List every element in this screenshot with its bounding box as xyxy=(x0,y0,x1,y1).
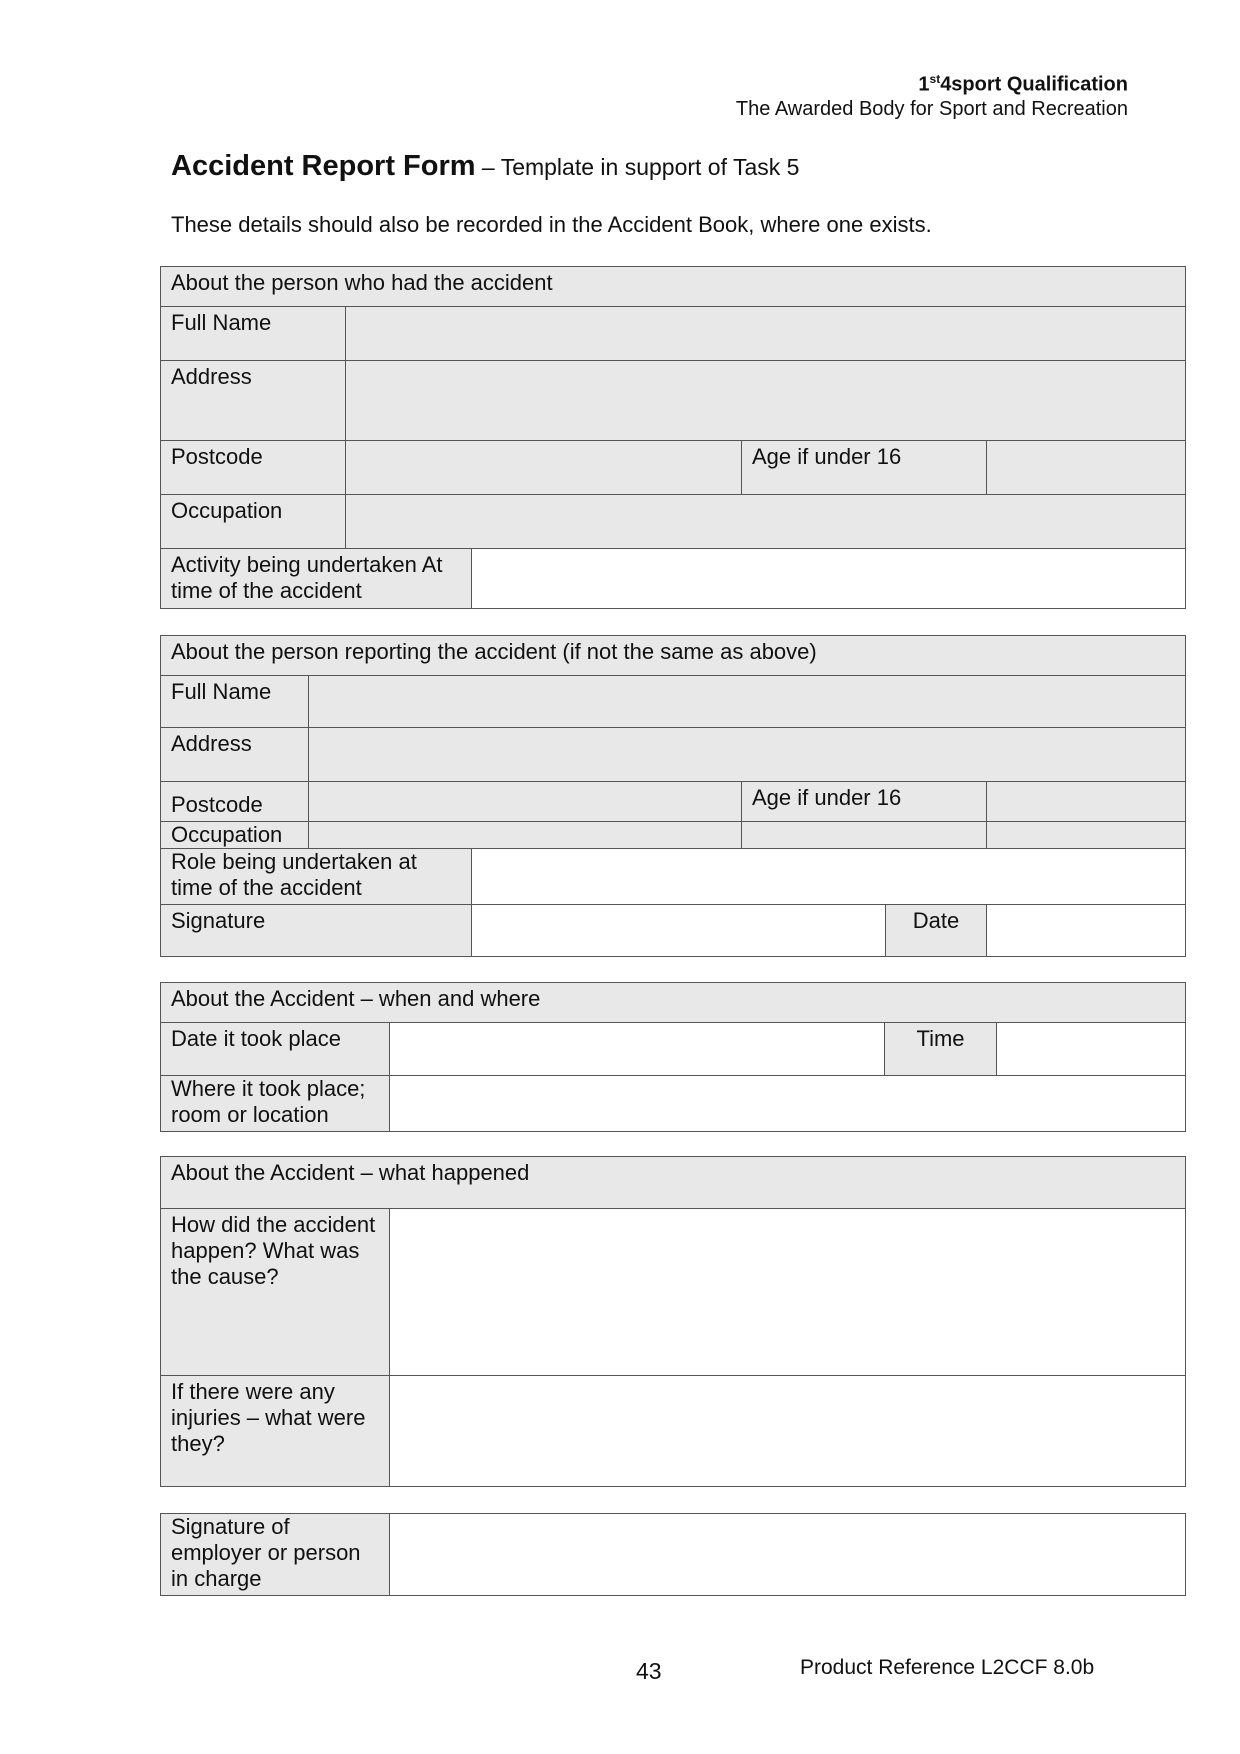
section-when-where xyxy=(160,982,1186,1132)
reporter-postcode-label: Postcode xyxy=(161,782,309,822)
full-name-field[interactable] xyxy=(346,307,1186,361)
section1-heading: About the person who had the accident xyxy=(161,267,1186,307)
postcode-label: Postcode xyxy=(161,441,346,495)
reporter-signature-field[interactable] xyxy=(472,905,886,957)
page-title: Accident Report Form – Template in support of Task 5 xyxy=(171,150,800,182)
occupation-label: Occupation xyxy=(161,495,346,549)
employer-signature-label: Signature of employer or person in charge xyxy=(161,1514,390,1596)
section4-heading: About the Accident – what happened xyxy=(161,1157,1186,1209)
how-happened-label: How did the accident happen? What was the cause? xyxy=(161,1209,390,1376)
full-name-label: Full Name xyxy=(161,307,346,361)
date-took-place-label: Date it took place xyxy=(161,1023,390,1076)
postcode-field[interactable] xyxy=(346,441,742,495)
reporter-address-field[interactable] xyxy=(309,728,1186,782)
section3-heading: About the Accident – when and where xyxy=(161,983,1186,1023)
occupation-field[interactable] xyxy=(346,495,1186,549)
role-field[interactable] xyxy=(472,849,1186,905)
activity-label: Activity being undertaken At time of the accident xyxy=(161,549,472,609)
awarding-body: The Awarded Body for Sport and Recreation xyxy=(735,98,1128,120)
date-took-place-field[interactable] xyxy=(390,1023,885,1076)
reporter-occupation-field[interactable] xyxy=(309,822,742,849)
reporter-occupation-label: Occupation xyxy=(161,822,309,849)
how-happened-field[interactable] xyxy=(390,1209,1186,1376)
section-person-injured xyxy=(160,266,1186,609)
reporter-date-field[interactable] xyxy=(987,905,1186,957)
age-label: Age if under 16 xyxy=(742,441,987,495)
intro-text: These details should also be recorded in the Accident Book, where one exists. xyxy=(171,212,932,237)
role-label: Role being undertaken at time of the accident xyxy=(161,849,472,905)
activity-field[interactable] xyxy=(472,549,1186,609)
product-reference: Product Reference L2CCF 8.0b xyxy=(800,1656,1095,1679)
reporter-occupation-extra-field-2[interactable] xyxy=(987,822,1186,849)
reporter-age-field[interactable] xyxy=(987,782,1186,822)
injuries-label: If there were any injuries – what were they? xyxy=(161,1376,390,1487)
reporter-signature-label: Signature xyxy=(161,905,472,957)
address-field[interactable] xyxy=(346,361,1186,441)
reporter-age-label: Age if under 16 xyxy=(742,782,987,822)
section2-heading: About the person reporting the accident (if not the same as above) xyxy=(161,636,1186,676)
time-field[interactable] xyxy=(997,1023,1186,1076)
reporter-full-name-field[interactable] xyxy=(309,676,1186,728)
employer-signature-field[interactable] xyxy=(390,1514,1186,1596)
address-label: Address xyxy=(161,361,346,441)
reporter-occupation-extra-field[interactable] xyxy=(742,822,987,849)
page-number: 43 xyxy=(636,1658,662,1684)
reporter-postcode-field[interactable] xyxy=(309,782,742,822)
age-field[interactable] xyxy=(987,441,1186,495)
section-what-happened xyxy=(160,1156,1186,1487)
section-employer-signature xyxy=(160,1513,1186,1596)
reporter-address-label: Address xyxy=(161,728,309,782)
qualification-title: 1st4sport Qualification xyxy=(918,72,1128,96)
time-label: Time xyxy=(885,1023,997,1076)
location-field[interactable] xyxy=(390,1076,1186,1132)
section-person-reporting xyxy=(160,635,1186,957)
reporter-full-name-label: Full Name xyxy=(161,676,309,728)
injuries-field[interactable] xyxy=(390,1376,1186,1487)
reporter-date-label: Date xyxy=(886,905,987,957)
location-label: Where it took place; room or location xyxy=(161,1076,390,1132)
